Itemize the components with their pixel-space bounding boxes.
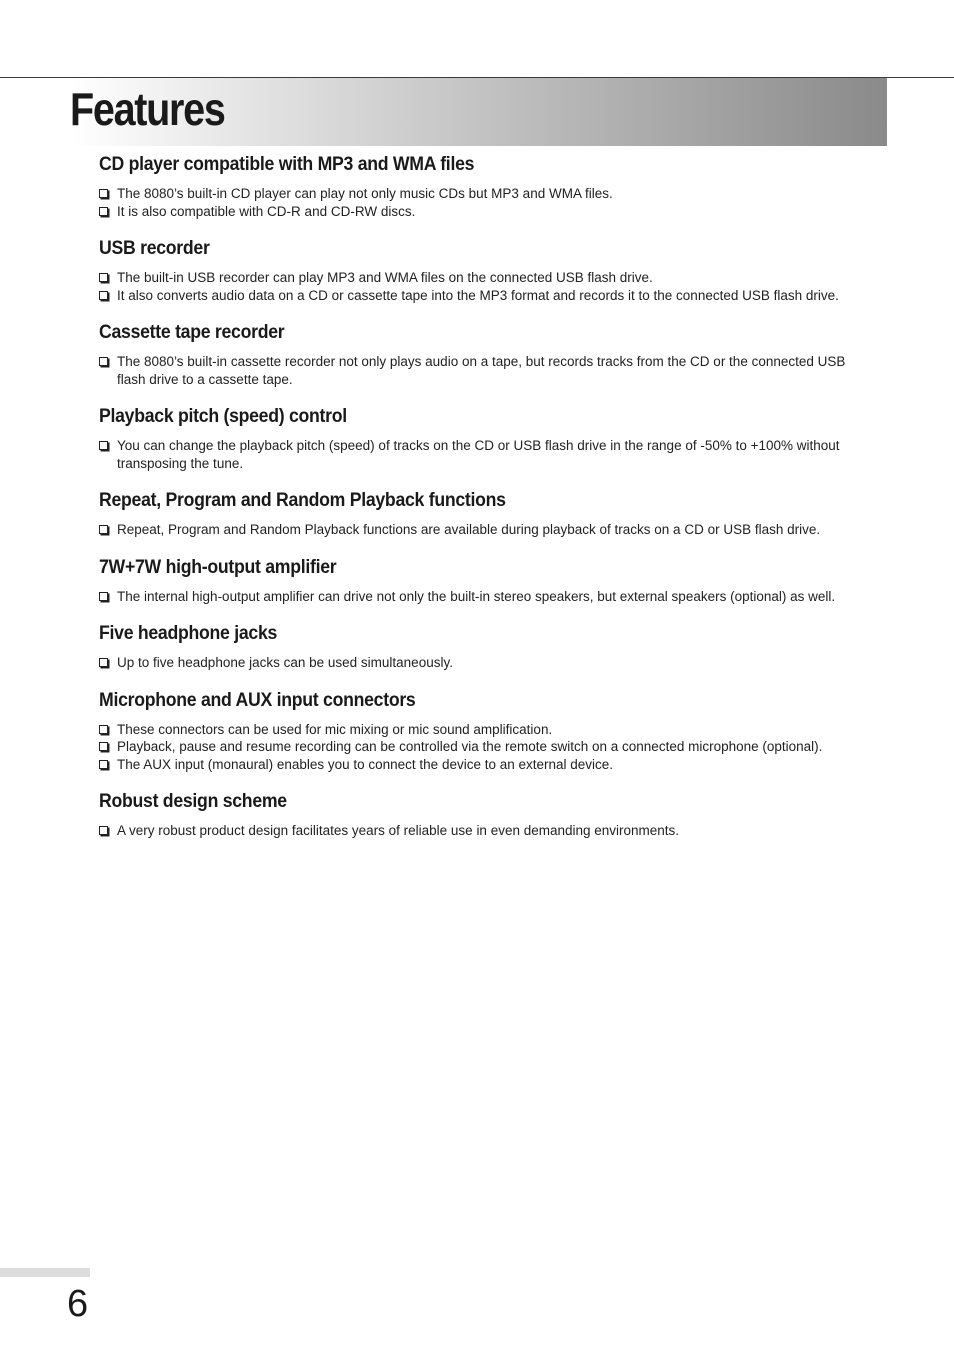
section-heading: Playback pitch (speed) control: [99, 406, 347, 427]
feature-section-usb-recorder: [99, 237, 859, 304]
feature-section-cassette: [99, 321, 859, 388]
bullet-list: [99, 721, 859, 774]
section-heading: Robust design scheme: [99, 791, 287, 812]
bullet-text: The internal high-output amplifier can drive not only the built-in stereo speakers, but external speakers (optional) as well.: [117, 588, 836, 604]
bullet-text: The AUX input (monaural) enables you to connect the device to an external device.: [117, 756, 614, 772]
bullet-text: Repeat, Program and Random Playback functions are available during playback of tracks on a CD or USB flash drive.: [117, 522, 821, 537]
bullet-item: [99, 203, 859, 221]
page-number: 6: [67, 1283, 89, 1325]
features-content: [99, 153, 859, 840]
feature-section-pitch-control: [99, 405, 859, 472]
bullet-item: [99, 588, 859, 606]
checkbox-bullet-icon: [99, 742, 108, 751]
checkbox-bullet-icon: [99, 826, 108, 835]
bullet-item: [99, 437, 859, 472]
bullet-list: [99, 269, 859, 304]
bullet-item: [99, 721, 859, 739]
checkbox-bullet-icon: [99, 207, 108, 216]
section-heading: Five headphone jacks: [99, 623, 278, 644]
bullet-list: [99, 185, 859, 220]
checkbox-bullet-icon: [99, 291, 108, 300]
section-heading: Cassette tape recorder: [99, 322, 285, 343]
footer-tab-bar: [0, 1268, 90, 1277]
feature-section-robust-design: [99, 790, 859, 840]
section-heading: CD player compatible with MP3 and WMA files: [99, 154, 475, 175]
bullet-text: It also converts audio data on a CD or cassette tape into the MP3 format and records it to the connected USB flash drive.: [117, 287, 839, 303]
feature-section-playback-functions: [99, 489, 859, 539]
bullet-list: [99, 437, 859, 472]
bullet-text: The built-in USB recorder can play MP3 and WMA files on the connected USB flash drive.: [117, 270, 653, 285]
bullet-text: A very robust product design facilitates years of reliable use in even demanding environments.: [117, 823, 680, 838]
feature-section-headphone-jacks: [99, 622, 859, 672]
bullet-text: Playback, pause and resume recording can be controlled via the remote switch on a connected microphone (optional).: [117, 739, 823, 754]
bullet-item: [99, 756, 859, 774]
checkbox-bullet-icon: [99, 658, 108, 667]
checkbox-bullet-icon: [99, 725, 108, 734]
checkbox-bullet-icon: [99, 273, 108, 282]
bullet-text: The 8080’s built-in CD player can play not only music CDs but MP3 and WMA files.: [117, 186, 613, 201]
page-title: Features: [70, 83, 225, 135]
feature-section-connectors: [99, 689, 859, 774]
section-heading: Microphone and AUX input connectors: [99, 689, 416, 711]
checkbox-bullet-icon: [99, 357, 108, 366]
section-heading: USB recorder: [99, 238, 210, 259]
bullet-list: [99, 654, 859, 672]
bullet-list: [99, 822, 859, 840]
section-heading: 7W+7W high-output amplifier: [99, 556, 337, 578]
bullet-list: [99, 521, 859, 539]
feature-section-cd-player: [99, 153, 859, 220]
checkbox-bullet-icon: [99, 592, 108, 601]
feature-section-amplifier: [99, 556, 859, 606]
bullet-item: [99, 654, 859, 672]
bullet-text: The 8080’s built-in cassette recorder not only plays audio on a tape, but records tracks from the CD or the connected USB flash drive to a cassette tape.: [117, 354, 846, 387]
bullet-list: [99, 353, 859, 388]
section-heading: Repeat, Program and Random Playback functions: [99, 490, 506, 511]
bullet-text: It is also compatible with CD-R and CD-RW discs.: [117, 203, 416, 219]
bullet-item: [99, 185, 859, 203]
bullet-text: Up to five headphone jacks can be used simultaneously.: [117, 655, 453, 670]
checkbox-bullet-icon: [99, 189, 108, 198]
bullet-item: [99, 269, 859, 287]
bullet-item: [99, 738, 859, 756]
bullet-list: [99, 588, 859, 606]
checkbox-bullet-icon: [99, 760, 108, 769]
checkbox-bullet-icon: [99, 525, 108, 534]
bullet-item: [99, 521, 859, 539]
bullet-item: [99, 353, 859, 388]
bullet-item: [99, 287, 859, 305]
bullet-text: These connectors can be used for mic mixing or mic sound amplification.: [117, 721, 553, 737]
bullet-text: You can change the playback pitch (speed) of tracks on the CD or USB flash drive in the range of -50% to +100% without transposing the tune.: [117, 438, 840, 471]
bullet-item: [99, 822, 859, 840]
checkbox-bullet-icon: [99, 441, 108, 450]
